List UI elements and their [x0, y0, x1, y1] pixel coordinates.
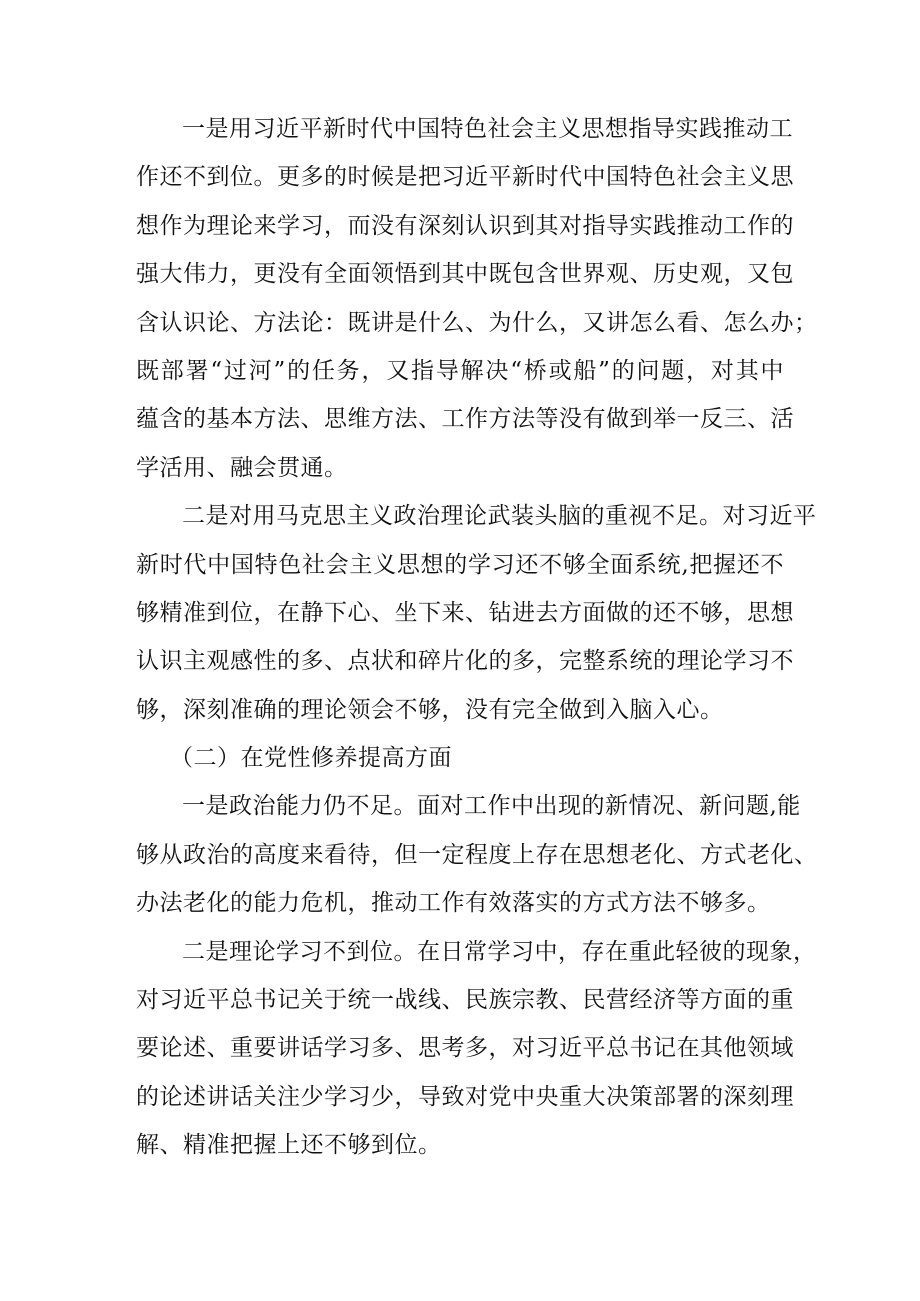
text-line: 的论述讲话关注少学习少，导致对党中央重大决策部署的深刻理 — [136, 1083, 794, 1110]
section-heading — [136, 734, 784, 782]
text-line: 既部署“过河”的任务，又指导解决“桥或船”的问题，对其中 — [136, 357, 784, 384]
text-line: 认识主观感性的多、点状和碎片化的多，完整系统的理论学习不 — [136, 648, 794, 675]
heading-text: （二）在党性修养提高方面 — [170, 745, 452, 772]
paragraph-4 — [136, 928, 817, 1170]
paragraph-3 — [136, 782, 818, 927]
text-line: 二是对用马克思主义政治理论武装头脑的重视不足。对习近平 — [182, 503, 817, 530]
text-line: 解、精准把握上还不够到位。 — [136, 1132, 442, 1159]
text-line: 一是用习近平新时代中国特色社会主义思想指导实践推动工 — [182, 116, 793, 142]
text-line: 办法老化的能力危机，推动工作有效落实的方式方法不够多。 — [136, 890, 771, 917]
text-line: 蕴含的基本方法、思维方法、工作方法等没有做到举一反三、活 — [136, 406, 794, 433]
text-line: 够从政治的高度来看待，但一定程度上存在思想老化、方式老化、 — [136, 841, 818, 868]
text-line: 二是理论学习不到位。在日常学习中，存在重此轻彼的现象， — [182, 938, 817, 965]
paragraph-2 — [136, 492, 817, 734]
text-line: 一是政治能力仍不足。面对工作中出现的新情况、新问题,能 — [182, 793, 801, 820]
text-line: 学活用、融会贯通。 — [136, 454, 348, 481]
text-line: 新时代中国特色社会主义思想的学习还不够全面系统,把握还不 — [136, 551, 784, 578]
document-page — [136, 105, 818, 1170]
text-line: 作还不到位。更多的时候是把习近平新时代中国特色社会主义思 — [136, 164, 794, 191]
text-line: 含认识论、方法论：既讲是什么、为什么，又讲怎么看、怎么办； — [136, 309, 818, 336]
text-line: 够，深刻准确的理论领会不够，没有完全做到入脑入心。 — [136, 696, 724, 723]
text-line: 要论述、重要讲话学习多、思考多，对习近平总书记在其他领域 — [136, 1035, 794, 1062]
text-line: 想作为理论来学习，而没有深刻认识到其对指导实践推动工作的 — [136, 212, 794, 239]
text-line: 强大伟力，更没有全面领悟到其中既包含世界观、历史观，又包 — [136, 261, 794, 288]
text-line: 对习近平总书记关于统一战线、民族宗教、民营经济等方面的重 — [136, 987, 794, 1014]
text-line: 够精准到位，在静下心、坐下来、钻进去方面做的还不够，思想 — [136, 599, 794, 626]
paragraph-1 — [136, 105, 818, 492]
